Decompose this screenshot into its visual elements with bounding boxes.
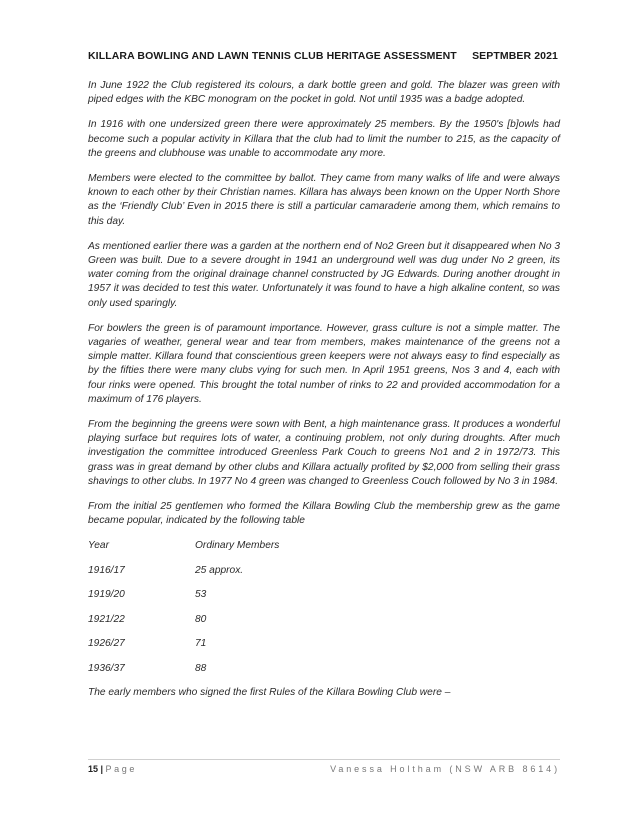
paragraph-grass: From the beginning the greens were sown with Bent, a high maintenance grass. It produces a wonderful playing surface but requires lots of water, a continuing problem, not only during droughts. After much investigation the committee introduced Greenless Park Couch to greens No1 and 2 in 1972/73. This grass was in great demand by other clubs and Killara actually profited by $2,000 from selling their grass shavings to other clubs. In 1977 No 4 green was changed to Greenless Couch followed by No 3 in 1984. (88, 419, 560, 487)
table-cell-year: 1926/27 (88, 638, 125, 650)
header-date: SEPTMBER 2021 (472, 50, 558, 62)
table-row (88, 662, 560, 687)
table-cell-year: 1919/20 (88, 589, 125, 601)
paragraph-membership: From the initial 25 gentlemen who formed the Killara Bowling Club the membership grew as the game became popular, indicated by the following table (88, 501, 560, 527)
table-cell-year: 1936/37 (88, 662, 125, 674)
footer-author: Vanessa Holtham (NSW ARB 8614) (330, 764, 560, 774)
table-cell-members: 71 (195, 638, 207, 650)
page-label: Page (105, 764, 137, 774)
closing-paragraph: The early members who signed the first Rules of the Killara Bowling Club were – (88, 687, 451, 699)
column-header-year: Year (88, 540, 109, 552)
membership-table (88, 539, 560, 686)
table-cell-members: 88 (195, 662, 207, 674)
page-separator: | (98, 764, 106, 774)
page-number-block (88, 764, 137, 774)
paragraph-green: For bowlers the green is of paramount importance. However, grass culture is not a simple matter. The vagaries of weather, general wear and tear from members, makes maintenance of the greens not a simple matter. Killara found that conscientious green keepers were not always easy to find especially as by the fifties there were many clubs vying for such men. In April 1951 greens, Nos 3 and 4, each with four rinks were opened. This brought the total number of rinks to 22 and provided accommodation for a maximum of 176 players. (88, 322, 560, 405)
paragraph-committee: Members were elected to the committee by ballot. They came from many walks of life and were always known to each other by their Christian names. Killara has always been known on the Upper North Shore as the ‘Friendly Club’ Even in 2015 there is still a particular camaraderie among them, which remains to this day. (88, 173, 560, 227)
page-footer (88, 759, 560, 774)
document-body (88, 79, 560, 712)
table-cell-year: 1916/17 (88, 564, 125, 576)
header-title: KILLARA BOWLING AND LAWN TENNIS CLUB HERITAGE ASSESSMENT (88, 50, 457, 62)
page-number: 15 (88, 764, 99, 774)
table-cell-members: 53 (195, 589, 207, 601)
table-cell-members: 25 approx. (195, 564, 244, 576)
table-row (88, 637, 560, 662)
table-cell-members: 80 (195, 613, 207, 625)
column-header-members: Ordinary Members (195, 540, 280, 552)
table-row (88, 588, 560, 613)
table-row (88, 613, 560, 638)
paragraph-colours: In June 1922 the Club registered its colours, a dark bottle green and gold. The blazer was green with piped edges with the KBC monogram on the pocket in gold. Not until 1935 was a badge adopted. (88, 80, 560, 106)
table-row (88, 564, 560, 589)
paragraph-members: In 1916 with one undersized green there were approximately 25 members. By the 1950's [b]owls had become such a popular activity in Killara that the club had to limit the number to 215, as the capacity of the greens and clubhouse was unable to accommodate any more. (88, 119, 560, 159)
table-header-row (88, 539, 560, 564)
table-cell-year: 1921/22 (88, 613, 125, 625)
paragraph-garden: As mentioned earlier there was a garden at the northern end of No2 Green but it disappeared when No 3 Green was built. Due to a severe drought in 1941 an underground well was dug under No 2 green, its water coming from the original drainage channel constructed by JG Edwards. During another drought in 1957 it was decided to test this water. Unfortunately it was found to have a high alkaline content, so was only used sparingly. (88, 240, 560, 309)
